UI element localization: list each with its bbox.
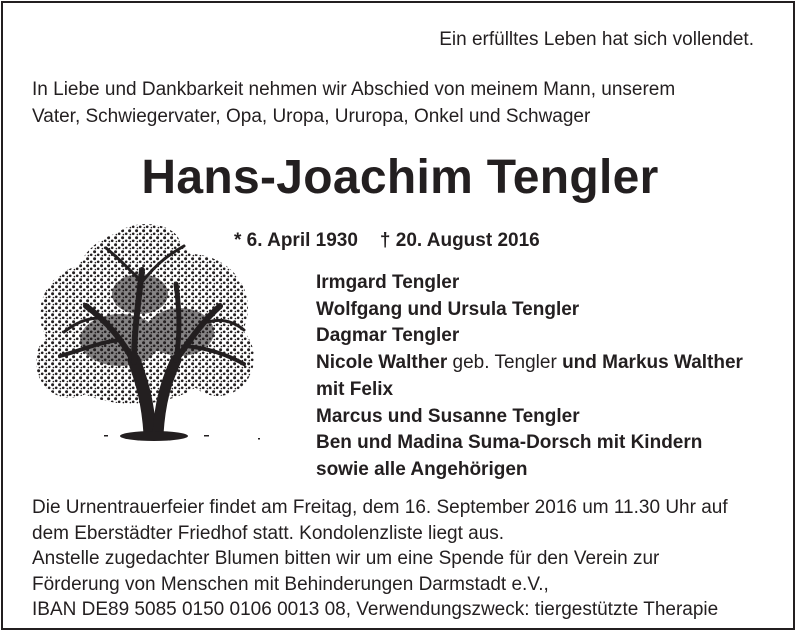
mourners-list [316,270,743,484]
mourner-line: Wolfgang und Ursula Tengler [316,298,580,320]
closing-line: Förderung von Menschen mit Behinderungen Darmstadt e.V., [32,573,549,595]
mourner-partner: und Markus Walther [562,352,743,374]
mourner-line: Marcus und Susanne Tengler [316,405,580,427]
closing-line: Die Urnentrauerfeier findet am Freitag, dem 16. September 2016 um 11.30 Uhr auf [32,497,728,518]
closing-text [32,495,782,623]
closing-line: IBAN DE89 5085 0150 0106 0013 08, Verwendungszweck: tiergestützte Therapie [32,599,719,620]
mourner-name: Nicole Walther [316,352,448,374]
tree-icon [30,222,266,448]
death-date: † 20. August 2016 [379,230,540,251]
closing-line: Anstelle zugedachter Blumen bitten wir um eine Spende für den Verein zur [32,548,660,569]
motto: Ein erfülltes Leben hat sich vollendet. [439,29,754,50]
mourner-maiden-note: geb. Tengler [447,352,563,374]
intro-text [32,76,772,130]
deceased-name: Hans-Joachim Tengler [141,151,659,204]
mourner-line: sowie alle Angehörigen [316,458,528,480]
closing-line: dem Eberstädter Friedhof statt. Kondolenzliste liegt aus. [32,522,505,544]
intro-line: In Liebe und Dankbarkeit nehmen wir Abschied von meinem Mann, unserem [32,79,676,100]
mourner-line: Ben und Madina Suma-Dorsch mit Kindern [316,432,703,454]
mourner-line: Dagmar Tengler [316,325,460,347]
mourner-line: mit Felix [316,378,394,400]
birth-date: * 6. April 1930 [234,230,358,251]
intro-line: Vater, Schwiegervater, Opa, Uropa, Ururopa, Onkel und Schwager [32,106,591,127]
mourner-line [316,350,743,377]
life-dates [234,228,540,254]
mourner-line: Irmgard Tengler [316,272,460,293]
